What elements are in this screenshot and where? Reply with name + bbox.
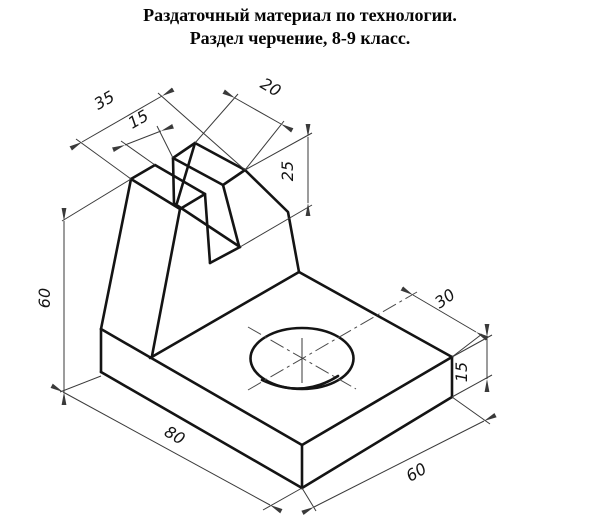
dimension-label-base-width: 60: [402, 458, 430, 486]
dimension-label-top-width: 35: [90, 86, 118, 114]
dimension-lines: [60, 93, 492, 511]
title-line-1: Раздаточный материал по технологии.: [143, 5, 457, 25]
dimension-label-base-thickness: 15: [452, 361, 471, 383]
dimension-label-slot-width: 15: [124, 105, 152, 133]
dimension-label-slot-depth: 25: [278, 160, 297, 182]
title-line-2: Раздел черчение, 8-9 класс.: [189, 28, 411, 48]
base-plate-edges: [101, 272, 452, 488]
dimension-label-top-depth: 20: [257, 73, 285, 101]
upright-wall-edges: [101, 143, 299, 358]
dimension-label-base-length: 80: [161, 421, 189, 449]
hole-center-lines: [248, 292, 417, 390]
dimension-label-hole-offset: 30: [431, 284, 459, 313]
dimension-label-overall-height: 60: [35, 287, 54, 309]
